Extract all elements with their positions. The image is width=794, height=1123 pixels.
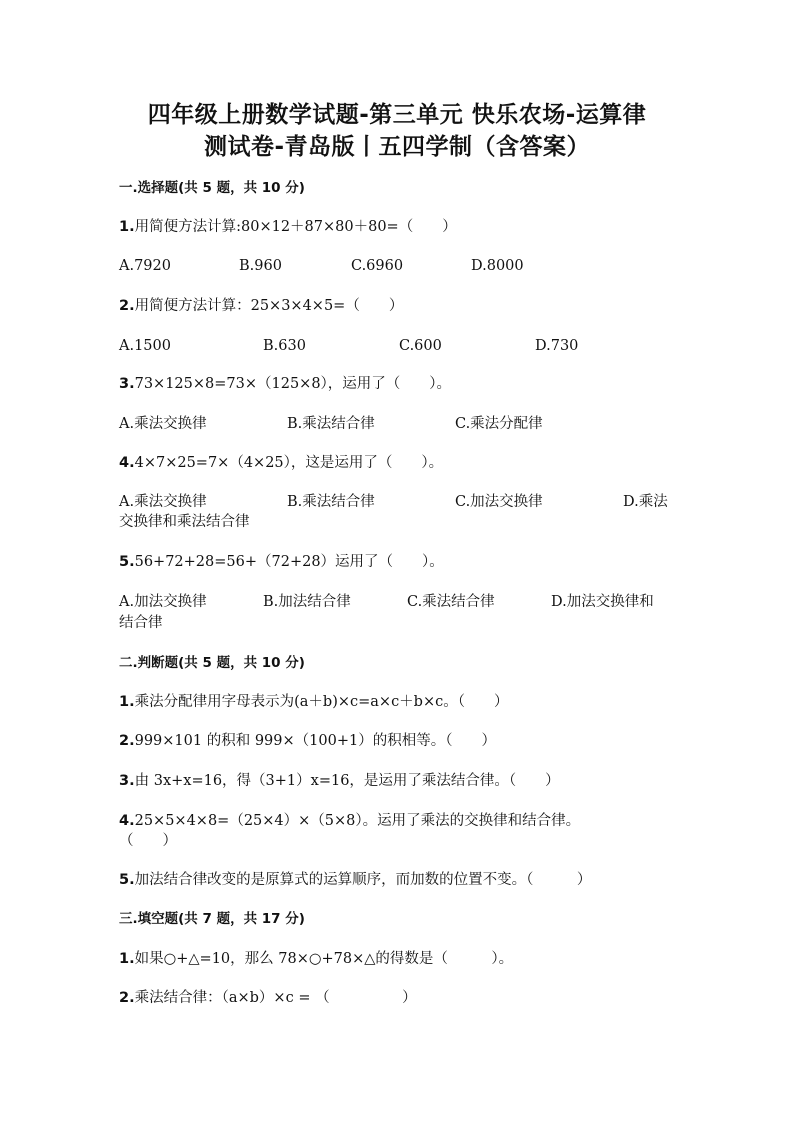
option-d: D.730 <box>535 338 579 354</box>
question-number: 2. <box>119 733 135 749</box>
question-2-5 <box>119 870 591 890</box>
option-c: C.加法交换律 <box>455 494 543 510</box>
question-1-2 <box>119 296 403 316</box>
question-number: 1. <box>119 951 135 967</box>
question-2-3 <box>119 771 560 791</box>
section-heading-fill-blank: 三.填空题(共 7 题，共 17 分) <box>119 911 305 927</box>
question-number: 5. <box>119 872 135 888</box>
option-a: A.1500 <box>119 338 171 354</box>
question-1-1 <box>119 217 457 237</box>
option-a: A.乘法交换律 <box>119 494 207 510</box>
question-number: 1. <box>119 219 135 235</box>
option-continuation: 结合律 <box>119 615 163 631</box>
question-text: 4×7×25=7×（4×25），这是运用了（ ）。 <box>134 455 444 471</box>
option-d: D.8000 <box>471 258 524 274</box>
question-2-4 <box>119 811 580 831</box>
option-d: D.加法交换律和 <box>551 594 654 610</box>
page-title-line1: 四年级上册数学试题-第三单元 快乐农场-运算律 <box>147 102 647 128</box>
option-b: B.乘法结合律 <box>287 416 375 432</box>
question-number: 3. <box>119 376 135 392</box>
question-text: 25×5×4×8=（25×4）×（5×8）。运用了乘法的交换律和结合律。 <box>134 813 581 829</box>
option-a: A.加法交换律 <box>119 594 207 610</box>
question-text: 999×101 的积和 999×（100+1）的积相等。（ ） <box>134 733 496 749</box>
question-text: 用简便方法计算：25×3×4×5=（ ） <box>134 298 404 314</box>
option-a: A.7920 <box>119 258 171 274</box>
question-2-1 <box>119 692 509 712</box>
section-heading-choice: 一.选择题(共 5 题，共 10 分) <box>119 180 305 196</box>
question-number: 4. <box>119 813 135 829</box>
option-b: B.630 <box>263 338 306 354</box>
question-text: 如果○+△=10，那么 78×○+78×△的得数是（ ）。 <box>134 951 514 967</box>
option-c: C.乘法分配律 <box>455 416 543 432</box>
option-b: B.加法结合律 <box>263 594 351 610</box>
question-1-3 <box>119 374 451 394</box>
question-text: 由 3x+x=16，得（3+1）x=16，是运用了乘法结合律。（ ） <box>134 773 560 789</box>
option-c: C.乘法结合律 <box>407 594 495 610</box>
question-number: 1. <box>119 694 135 710</box>
question-number: 4. <box>119 455 135 471</box>
question-2-2 <box>119 731 496 751</box>
question-text: 加法结合律改变的是原算式的运算顺序，而加数的位置不变。（ ） <box>134 872 592 888</box>
question-text: 乘法结合律：（a×b）×c = （ ） <box>134 990 417 1006</box>
question-number: 3. <box>119 773 135 789</box>
option-b: B.960 <box>239 258 282 274</box>
question-text: 56+72+28=56+（72+28）运用了（ ）。 <box>134 554 444 570</box>
question-number: 2. <box>119 990 135 1006</box>
question-1-4 <box>119 453 443 473</box>
question-3-2 <box>119 988 417 1008</box>
question-1-5 <box>119 552 444 572</box>
question-continuation: （ ） <box>119 833 177 849</box>
option-continuation: 交换律和乘法结合律 <box>119 514 250 530</box>
option-c: C.600 <box>399 338 442 354</box>
option-d: D.乘法 <box>623 494 668 510</box>
question-number: 5. <box>119 554 135 570</box>
option-b: B.乘法结合律 <box>287 494 375 510</box>
question-number: 2. <box>119 298 135 314</box>
section-heading-judgement: 二.判断题(共 5 题，共 10 分) <box>119 655 305 671</box>
question-text: 用简便方法计算:80×12＋87×80＋80=（ ） <box>134 219 457 235</box>
page-title-line2: 测试卷-青岛版丨五四学制（含答案） <box>203 134 591 160</box>
question-3-1 <box>119 949 513 969</box>
option-a: A.乘法交换律 <box>119 416 207 432</box>
question-text: 乘法分配律用字母表示为(a＋b)×c=a×c＋b×c。（ ） <box>134 694 509 710</box>
question-text: 73×125×8=73×（125×8），运用了（ ）。 <box>134 376 452 392</box>
option-c: C.6960 <box>351 258 404 274</box>
